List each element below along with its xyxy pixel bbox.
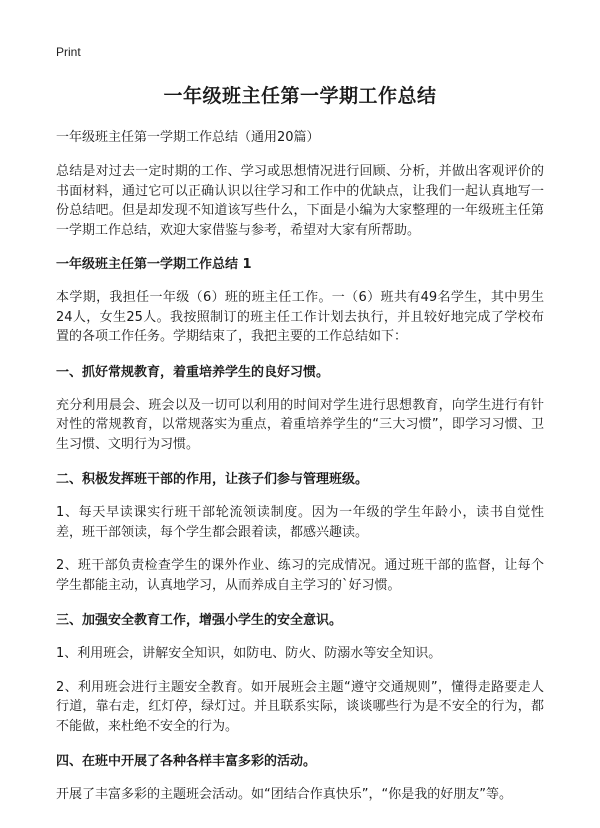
document-subtitle: 一年级班主任第一学期工作总结（通用20篇） bbox=[56, 130, 320, 145]
part-1-heading: 一、抓好常规教育，着重培养学生的良好习惯。 bbox=[56, 364, 330, 380]
part-3-paragraph-1: 1、利用班会，讲解安全知识，如防电、防火、防溺水等安全知识。 bbox=[56, 646, 442, 661]
part-2-heading: 二、积极发挥班干部的作用，让孩子们参与管理班级。 bbox=[56, 472, 369, 487]
print-link[interactable]: Print bbox=[56, 45, 81, 59]
part-4-paragraph-1: 开展了丰富多彩的主题班会活动。如“团结合作真快乐”，“你是我的好朋友”等。 bbox=[56, 787, 512, 802]
part-2-paragraph-1: 1、每天早读课实行班干部轮流领读制度。因为一年级的学生年龄小，读书自觉性差，班干部领读，每个学生都会跟着读，都感兴趣读。 bbox=[56, 505, 544, 540]
part-3-paragraph-2: 2、利用班会进行主题安全教育。如开展班会主题“遵守交通规则”，懂得走路要走人行道，靠右走，红灯停，绿灯过。并且联系实际，谈谈哪些行为是不安全的行为，都不能做，来杜绝不安全的行为。 bbox=[56, 679, 544, 734]
section-intro-paragraph: 本学期，我担任一年级（6）班的班主任工作。一（6）班共有49名学生，其中男生24人，女生25人。我按照制订的班主任工作计划去执行，并且较好地完成了学校布置的各项工作任务。学期结束了，我把主要的工作总结如下： bbox=[56, 290, 544, 344]
part-2-paragraph-2: 2、班干部负责检查学生的课外作业、练习的完成情况。通过班干部的监督，让每个学生都能主动，认真地学习，从而养成自主学习的`好习惯。 bbox=[56, 558, 544, 593]
document-title: 一年级班主任第一学期工作总结 bbox=[163, 85, 437, 107]
part-3-heading: 三、加强安全教育工作，增强小学生的安全意识。 bbox=[56, 613, 343, 628]
part-1-paragraph-1: 充分利用晨会、班会以及一切可以利用的时间对学生进行思想教育，向学生进行有针对性的常规教育，以常规落实为重点，着重培养学生的“三大习惯”，即学习习惯、卫生习惯、文明行为习惯。 bbox=[56, 397, 544, 452]
section-heading: 一年级班主任第一学期工作总结 1 bbox=[56, 257, 252, 272]
intro-paragraph: 总结是对过去一定时期的工作、学习或思想情况进行回顾、分析，并做出客观评价的书面材料，通过它可以正确认识以往学习和工作中的优缺点，让我们一起认真地写一份总结吧。但是却发现不知道该写些什么，下面是小编为大家整理的一年级班主任第一学期工作总结，欢迎大家借鉴与参考，希望对大家有所帮助。 bbox=[56, 164, 544, 238]
part-4-heading: 四、在班中开展了各种各样丰富多彩的活动。 bbox=[56, 754, 317, 769]
